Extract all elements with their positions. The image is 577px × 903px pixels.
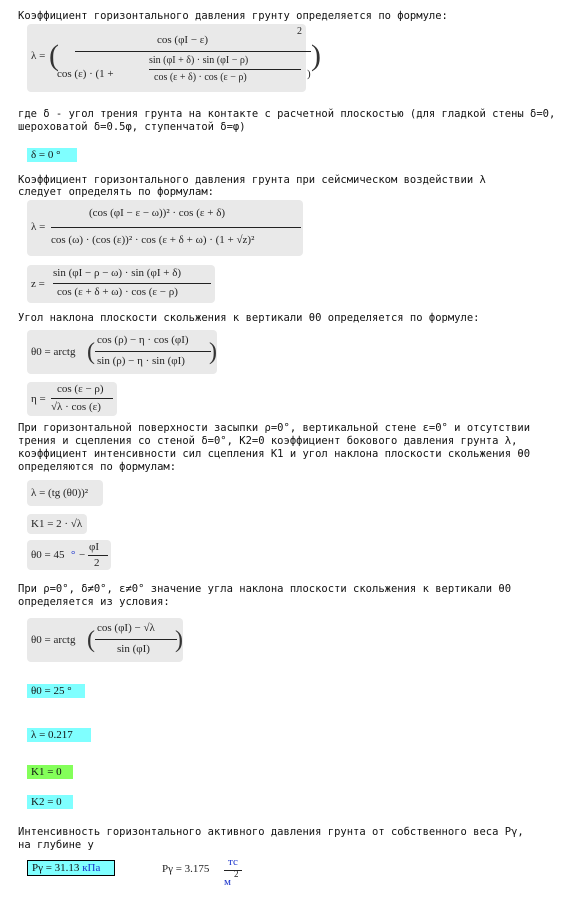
text-delta-desc-2: шероховатой δ=0.5φ, ступенчатой δ=φ): [18, 121, 246, 133]
formula-lambda-box[interactable]: [27, 24, 321, 92]
fraction-bar: [224, 870, 242, 871]
k1-result[interactable]: K1 = 0: [27, 765, 73, 779]
formula-lambda-den-sq-den: cos (ε + δ) · cos (ε − ρ): [154, 72, 247, 83]
formula-seismic-den: cos (ω) · (cos (ε))² · cos (ε + δ + ω) · (1 + √z)²: [51, 234, 255, 246]
formula-eta-lhs: η =: [31, 393, 46, 405]
formula-z-lhs: z =: [31, 278, 45, 290]
formula-z-box[interactable]: [27, 265, 215, 303]
theta-result[interactable]: θ0 = 25 °: [27, 684, 85, 698]
text-delta-desc-1: где δ - угол трения грунта на контакте с расчетной плоскостью (для гладкой стены δ=0,: [18, 108, 556, 120]
fraction-bar-inner: [149, 69, 301, 70]
formula-lambda-exponent: 2: [297, 26, 302, 37]
formula-seismic-lambda-box[interactable]: [27, 200, 303, 256]
text-intro: Коэффициент горизонтального давления грунту определяется по формуле:: [18, 10, 448, 22]
formula-eta-den: √λ · cos (ε): [51, 401, 101, 413]
formula-seismic-lhs: λ =: [31, 221, 46, 233]
paren-close: ): [175, 627, 183, 653]
formula-k1-box[interactable]: [27, 514, 87, 534]
paren-open: (: [87, 627, 95, 653]
formula-z-den: cos (ε + δ + ω) · cos (ε − ρ): [57, 286, 178, 298]
formula-theta-lhs: θ0 = arctg: [31, 346, 76, 358]
lambda-result[interactable]: λ = 0.217: [27, 728, 91, 742]
m-exponent: 2: [234, 869, 239, 879]
ts-unit: тс: [228, 856, 238, 868]
formula-theta-den: sin (ρ) − η · sin (φI): [97, 355, 185, 367]
formula-theta-box[interactable]: [27, 330, 217, 374]
fraction-bar: [95, 351, 211, 352]
formula-lambda-den-sq-num: sin (φI + δ) · sin (φI − ρ): [149, 55, 249, 66]
fraction-bar: [51, 398, 113, 399]
formula-k1: K1 = 2 · √λ: [31, 518, 83, 530]
formula-lambda-numerator: cos (φI − ε): [157, 34, 209, 46]
formula-theta-cond-num: cos (φI) − √λ: [97, 622, 155, 634]
fraction-bar: [51, 227, 301, 228]
text-seismic-1: Коэффициент горизонтального давления грунта при сейсмическом воздействии λ: [18, 174, 486, 186]
text-seismic-2: следует определять по формулам:: [18, 186, 214, 198]
formula-theta45-den: 2: [94, 557, 100, 569]
text-horizontal-3: коэффициент интенсивности сил сцепления K1 и угол наклона плоскости скольжения θ0: [18, 448, 531, 460]
py-kpa-result[interactable]: [27, 860, 115, 876]
formula-theta45-box[interactable]: [27, 540, 111, 570]
formula-lambda-tg: λ = (tg (θ0))²: [31, 487, 89, 499]
formula-lambda-lhs: λ =: [31, 50, 46, 62]
text-intensity-2: на глубине y: [18, 839, 94, 851]
formula-theta45-minus: −: [79, 549, 86, 561]
text-condition-1: При ρ=0°, δ≠0°, ε≠0° значение угла наклона плоскости скольжения к вертикали θ0: [18, 583, 512, 595]
m-unit: м: [224, 876, 231, 888]
formula-theta45-num: φI: [89, 541, 100, 553]
fraction-bar: [53, 283, 211, 284]
kpa-unit: кПа: [82, 862, 101, 874]
k2-result[interactable]: K2 = 0: [27, 795, 73, 809]
formula-theta-cond-lhs: θ0 = arctg: [31, 634, 76, 646]
paren-open: (: [49, 39, 59, 72]
text-theta-def: Угол наклона плоскости скольжения к вертикали θ0 определяется по формуле:: [18, 312, 480, 324]
formula-seismic-num: (cos (φI − ε − ω))² · cos (ε + δ): [89, 207, 226, 219]
text-intensity-1: Интенсивность горизонтального активного давления грунта от собственного веса Pγ,: [18, 826, 524, 838]
py-kpa-value: Pγ = 31.13: [32, 862, 80, 874]
formula-theta-cond-box[interactable]: [27, 618, 183, 662]
paren-close: ): [209, 339, 217, 365]
py-ts-value: Pγ = 3.175: [162, 863, 210, 875]
fraction-bar: [88, 555, 108, 556]
formula-eta-num: cos (ε − ρ): [57, 383, 104, 395]
fraction-bar: [75, 51, 311, 52]
formula-lambda-den-b: ): [307, 68, 311, 80]
degree-unit: °: [71, 549, 76, 561]
text-horizontal-1: При горизонтальной поверхности засыпки ρ=0°, вертикальной стене ε=0° и отсутствии: [18, 422, 531, 434]
formula-theta-num: cos (ρ) − η · cos (φI): [97, 334, 189, 346]
formula-lambda-tg-box[interactable]: [27, 480, 103, 506]
formula-theta-cond-den: sin (φI): [117, 643, 150, 655]
formula-lambda-den-a: cos (ε) · (1 +: [57, 68, 114, 80]
formula-z-num: sin (φI − ρ − ω) · sin (φI + δ): [53, 267, 182, 279]
fraction-bar: [95, 639, 177, 640]
paren-close: ): [311, 39, 321, 72]
formula-eta-box[interactable]: [27, 382, 117, 416]
text-horizontal-4: определяются по формулам:: [18, 461, 177, 473]
text-condition-2: определяется из условия:: [18, 596, 170, 608]
delta-value[interactable]: δ = 0 °: [27, 148, 77, 162]
text-horizontal-2: трения и сцепления со стеной δ=0°, K2=0 коэффициент бокового давления грунта λ,: [18, 435, 518, 447]
paren-open: (: [87, 339, 95, 365]
formula-theta45-a: θ0 = 45: [31, 549, 65, 561]
